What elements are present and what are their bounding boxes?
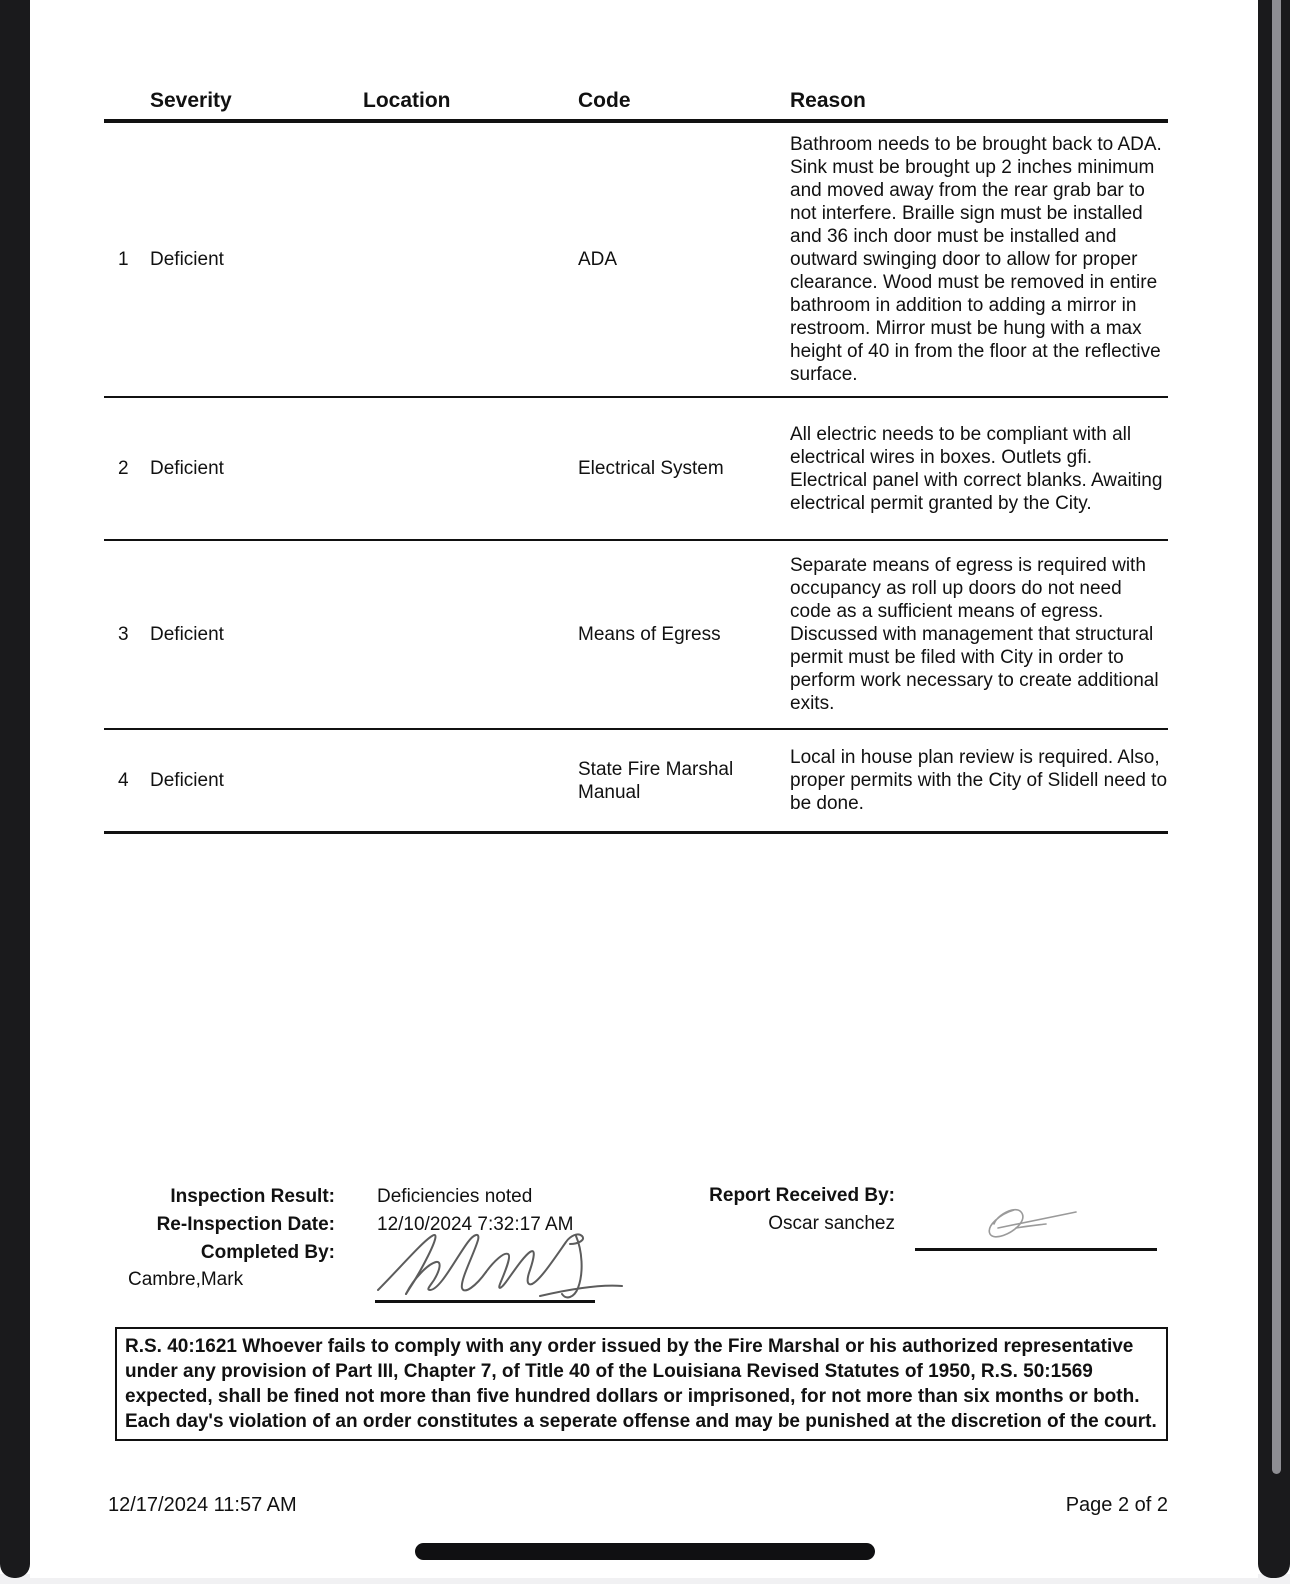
row-severity: Deficient: [150, 249, 224, 270]
row-code: Electrical System: [578, 458, 724, 479]
table-row: [104, 398, 1168, 541]
header-reason: Reason: [790, 89, 866, 112]
row-severity: Deficient: [150, 458, 224, 479]
row-severity: Deficient: [150, 624, 224, 645]
header-code: Code: [578, 89, 631, 112]
legal-notice: R.S. 40:1621 Whoever fails to comply with any order issued by the Fire Marshal or his authorized representative under any provision of Part III, Chapter 7, of Title 40 of the Louisiana Revised Statutes of 1950, R.S. 50:1569 expected, shall be fined not more than five hundred dollars or imprisoned, for not more than six months or both. Each day's violation of an order constitutes a seperate offense and may be punished at the discretion of the court.: [115, 1327, 1168, 1441]
completed-by-value: Cambre,Mark: [128, 1269, 244, 1290]
report-received-by-label: Report Received By:: [709, 1185, 895, 1206]
row-reason: All electric needs to be compliant with all electrical wires in boxes. Outlets gfi. Electrical panel with correct blanks. Awaiting electrical permit granted by the City.: [790, 423, 1163, 514]
footer-page-number: Page 2 of 2: [1065, 1494, 1168, 1516]
row-reason: Separate means of egress is required with occupancy as roll up doors do not need code as a sufficient means of egress. Discussed with management that structural permit must be filed with City in order to perform work necessary to create additional exits.: [790, 555, 1159, 714]
reinspection-date-label: Re-Inspection Date:: [156, 1214, 335, 1235]
row-code: State Fire Marshal Manual: [578, 758, 734, 803]
table-row: [104, 123, 1168, 398]
viewer-left-edge: [0, 0, 30, 1578]
vertical-scrollbar-thumb[interactable]: [1272, 0, 1281, 1474]
home-indicator-bar[interactable]: [415, 1543, 875, 1560]
footer-datetime: 12/17/2024 11:57 AM: [108, 1494, 297, 1516]
row-number: 2: [118, 458, 129, 479]
document-page: [30, 0, 1258, 1578]
completed-by-signature-line: [375, 1300, 595, 1303]
row-reason: Local in house plan review is required. Also, proper permits with the City of Slidell need to be done.: [790, 747, 1168, 814]
completed-by-label: Completed By:: [200, 1242, 335, 1263]
table-row: [104, 730, 1168, 834]
row-number: 1: [118, 249, 129, 270]
received-by-signature-line: [915, 1248, 1157, 1251]
received-by-signature-image: [980, 1198, 1110, 1242]
reinspection-date-value: 12/10/2024 7:32:17 AM: [377, 1214, 574, 1235]
row-code: ADA: [578, 249, 618, 270]
row-reason: Bathroom needs to be brought back to ADA. Sink must be brought up 2 inches minimum and moved away from the rear grab bar to not interfere. Braille sign must be installed and 36 inch door must be installed and outward swinging door to allow for proper clearance. Wood must be removed in entire bathroom in addition to adding a mirror in restroom. Mirror must be hung with a max height of 40 in from the floor at the reflective surface.: [790, 134, 1162, 385]
row-severity: Deficient: [150, 770, 224, 791]
table-header-row: [104, 87, 1168, 123]
row-number: 3: [118, 624, 129, 645]
table-row: [104, 541, 1168, 730]
inspection-result-label: Inspection Result:: [170, 1186, 335, 1207]
header-number-col: [104, 112, 150, 119]
deficiency-table: [104, 87, 1168, 834]
completed-by-signature-image: [370, 1228, 630, 1304]
inspection-result-value: Deficiencies noted: [377, 1186, 533, 1207]
header-location: Location: [363, 89, 451, 112]
header-severity: Severity: [150, 89, 232, 112]
report-received-by-value: Oscar sanchez: [768, 1213, 895, 1234]
row-code: Means of Egress: [578, 624, 721, 645]
row-number: 4: [118, 770, 129, 791]
